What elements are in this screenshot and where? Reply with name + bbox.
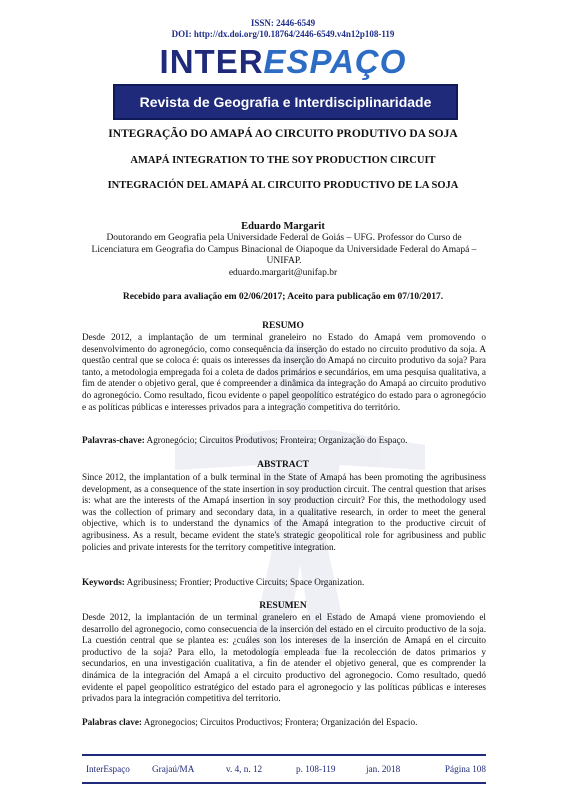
keywords-text: Agribusiness; Frontier; Productive Circuits; Space Organization. [124,577,365,587]
journal-logo [0,42,566,82]
resumo-keywords [82,435,486,447]
abstract-text: Since 2012, the implantation of a bulk terminal in the State of Amapá has been promoting the agribusiness development, as a consequence of the state insertion in soy production circuit. The central question that arises is: what are the interests of the Amapá insertion in soy production circuit? For this, the methodology used was the collection of primary and secondary data, in a qualitative research, in order to meet the general objective, which is to understand the dynamics of the Amapá integration to the productive circuit of agribusiness. As a result, became evident the state's strategic geopolitical role for agribusiness and public policies and private interests for the territory competitive integration. [82,472,486,552]
title-es: INTEGRACIÓN DEL AMAPÁ AL CIRCUITO PRODUCTIVO DE LA SOJA [107,180,459,191]
abstract-heading: ABSTRACT [257,460,309,470]
abstract-keywords [82,577,486,589]
issn: ISSN: 2446-6549 [250,18,316,28]
keywords-label: Palabras clave: [82,717,142,727]
journal-banner: Revista de Geografia e Interdisciplinaridade [113,84,458,120]
title-en: AMAPÁ INTEGRATION TO THE SOY PRODUCTION CIRCUIT [130,155,436,166]
logo-part1: INTER [159,43,264,80]
footer-journal: InterEspaço [86,764,130,774]
keywords-text: Agronegocios; Circuitos Productivos; Frontera; Organización del Espacio. [141,717,418,727]
resumo-heading: RESUMO [262,321,304,331]
resumen-text: Desde 2012, la implantación de un terminal granelero en el Estado de Amapá viene promoviendo el desarrollo del agronegocio, como consecuencia de la inserción del estado en el circuito productivo de la soja. La cuestión central que se plantea es: ¿cuáles son los intereses de la inserción de Amapá en el circuito productivo de la soja? Para ello, la metodología empleada fue la recolección de datos primarios y secundarios, en una investigación cualitativa, a fin de atender el objetivo general, que es comprender la dinámica de la integración del Amapá a el circuito productivo del agronegocio. Como resultado, quedó evidente el papel geopolítico estratégico del estado para el agronegocio y las políticas públicas e intereses privados para la integración competitiva del territorio. [82,612,486,704]
footer-date: jan. 2018 [366,764,401,774]
author-name: Eduardo Margarit [241,221,325,232]
resumen-keywords [82,717,486,729]
author-affiliation: Doutorando em Geografia pela Universidade Federal de Goiás – UFG. Professor do Curso de Licenciatura em Geografia do Campus Binacional de Oiapoque da Universidade Federal do Amapá – UNIFAP. [91,233,477,266]
keywords-label: Keywords: [82,577,125,587]
page-footer [82,754,486,784]
doi-link[interactable]: DOI: http://dx.doi.org/10.18764/2446-6549.v4n12p108-119 [171,29,395,39]
author-email[interactable]: eduardo.margarit@unifap.br [228,268,338,278]
keywords-label: Palavras-chave: [82,435,145,445]
received-dates: Recebido para avaliação em 02/06/2017; Aceito para publicação em 07/10/2017. [122,292,444,302]
footer-page-number: Página 108 [444,764,486,774]
footer-pages: p. 108-119 [296,764,336,774]
logo-part2: ESPAÇO [263,43,407,80]
footer-volume: v. 4, n. 12 [226,764,263,774]
footer-place: Grajaú/MA [152,764,195,774]
keywords-text: Agronegócio; Circuitos Produtivos; Fronteira; Organização do Espaço. [144,435,408,445]
resumen-heading: RESUMEN [259,601,307,611]
title-pt: INTEGRAÇÃO DO AMAPÁ AO CIRCUITO PRODUTIVO DA SOJA [108,128,458,140]
resumo-text: Desde 2012, a implantação de um terminal graneleiro no Estado do Amapá vem promovendo o desenvolvimento do agronegócio, como consequência da inserção do estado no circuito produtivo da soja. A questão central que se coloca é: quais os interesses da inserção do Amapá no circuito produtivo da soja? Para tanto, a metodologia empregada foi a coleta de dados primários e secundários, em uma pesquisa qualitativa, a fim de atender o objetivo geral, que é compreender a dinâmica da integração do Amapá ao circuito produtivo do agronegócio. Como resultado, ficou evidente o papel geopolítico estratégico do estado para o agronegócio e as políticas públicas e interesses privados para a integração competitiva do território. [82,332,486,412]
